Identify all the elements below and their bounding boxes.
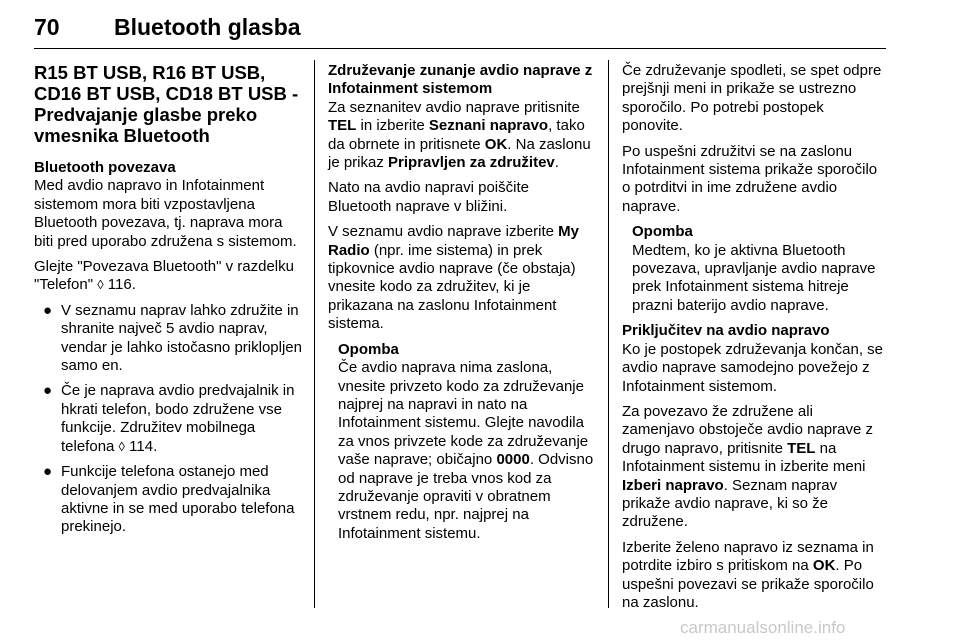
- page-number: 70: [34, 14, 60, 40]
- column-3: [622, 62, 888, 619]
- note-title: Opomba: [632, 223, 693, 241]
- list-item: ● V seznamu naprav lahko združite in shranite največ 5 avdio naprav, vendar je lahko istočasno priklopljen samo en.: [43, 301, 302, 375]
- note-text: Če avdio naprava nima zaslona, vnesite privzeto kodo za združevanje najprej na napravi in nato na Infotainment sistemu. Glejte navodila za vnos privzete kode za združevanje vaše naprave; običajno 0000. Odvisno od naprave je treba vnos kod za združevanje opraviti v obratnem vrstnem redu, npr. najprej na Infotainment sistemu.: [338, 359, 594, 542]
- note-box: [622, 223, 888, 315]
- paragraph: Nato na avdio napravi poiščite Bluetooth naprave v bližini.: [328, 179, 529, 215]
- bullet-icon: ●: [43, 301, 53, 319]
- note-title: Opomba: [338, 340, 399, 358]
- note-box: [328, 341, 596, 543]
- column-2: [328, 62, 596, 550]
- note-text: Medtem, ko je aktivna Bluetooth povezava, upravljanje avdio naprave prek Infotainment sistema hitreje prazni baterijo avdio naprave.: [632, 241, 876, 314]
- paragraph: Ko je postopek združevanja končan, se avdio naprave samodejno povežejo z Infotainment sistemom.: [622, 340, 883, 395]
- bullet-icon: ●: [43, 463, 53, 481]
- list-item: ● Če je naprava avdio predvajalnik in hkrati telefon, bodo združene vse funkcije. Združitev mobilnega telefona ◊ 114.: [43, 382, 295, 455]
- subsection-heading: Priključitev na avdio napravo: [622, 322, 830, 340]
- page-ref-icon: ◊: [118, 438, 125, 454]
- list-item: ● Funkcije telefona ostanejo med delovanjem avdio predvajalnika aktivne in se med uporabo telefona prekinejo.: [43, 463, 295, 536]
- paragraph: V seznamu avdio naprave izberite My Radio (npr. ime sistema) in prek tipkovnice avdio naprave (če obstaja) vnesite kodo za združitev, ki je prikazana na zaslonu Infotainment sistema.: [328, 223, 579, 333]
- subsection-heading: Bluetooth povezava: [34, 159, 176, 176]
- subsection-heading: Združevanje zunanje avdio naprave z Infotainment sistemom: [328, 62, 593, 98]
- page-ref[interactable]: 114.: [129, 437, 158, 455]
- column-1: [34, 62, 302, 544]
- bullet-list: [34, 302, 302, 537]
- page-ref[interactable]: 116.: [107, 276, 136, 294]
- page-title: Bluetooth glasba: [114, 14, 301, 40]
- bullet-icon: ●: [43, 382, 53, 400]
- column-divider: [608, 60, 609, 608]
- paragraph: Izberite želeno napravo iz seznama in potrdite izbiro s pritiskom na OK. Po uspešni povezavi se prikaže sporočilo na zaslonu.: [622, 538, 874, 611]
- paragraph: Za seznanitev avdio naprave pritisnite TEL in izberite Seznani napravo, tako da obrnete in pritisnete OK. Na zaslonu je prikaz Pripravljen za združitev.: [328, 98, 591, 172]
- paragraph: Če združevanje spodleti, se spet odpre prejšnji meni in prikaže se ustrezno sporočilo. Po potrebi postopek ponovite.: [622, 62, 882, 135]
- page-ref-icon: ◊: [97, 277, 104, 293]
- paragraph: Po uspešni združitvi se na zaslonu Infotainment sistema prikaže sporočilo o potrditvi in ime združene avdio naprave.: [622, 142, 878, 215]
- paragraph: Glejte "Povezava Bluetooth" v razdelku "Telefon" ◊ 116.: [34, 258, 294, 294]
- watermark: carmanualsonline.info: [680, 618, 846, 637]
- column-divider: [314, 60, 315, 608]
- page-header: [34, 12, 886, 49]
- section-heading: R15 BT USB, R16 BT USB, CD16 BT USB, CD18 BT USB - Predvajanje glasbe preko vmesnika Bluetooth: [34, 62, 299, 146]
- paragraph: Med avdio napravo in Infotainment sistemom mora biti vzpostavljena Bluetooth povezava, tj. naprava mora biti pred uporabo združena s sistemom.: [34, 177, 297, 250]
- paragraph: Za povezavo že združene ali zamenjavo obstoječe avdio naprave z drugo napravo, pritisnite TEL na Infotainment sistemu in izberite meni Izberi napravo. Seznam naprav prikaže avdio naprave, ki so že združene.: [622, 402, 873, 531]
